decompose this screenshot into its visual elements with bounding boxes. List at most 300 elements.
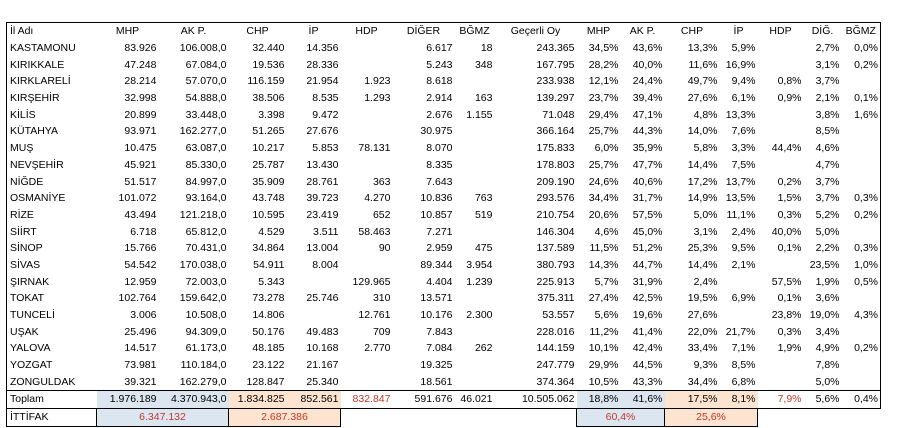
table-cell: 3,7% [815, 75, 840, 88]
table-cell: 137.589 [536, 242, 575, 255]
table-cell: 1.923 [364, 75, 391, 88]
table-cell: 9,5% [731, 242, 756, 255]
province-name: KASTAMONU [7, 40, 97, 57]
table-cell: 49.483 [306, 325, 339, 338]
alliance-row [7, 408, 881, 426]
table-cell: 14,9% [687, 192, 718, 205]
table-cell: 44,3% [632, 125, 663, 138]
table-cell [455, 157, 495, 174]
table-cell: 363 [372, 175, 391, 188]
table-cell: 28.336 [306, 58, 339, 71]
table-cell: 89.344 [420, 258, 453, 271]
table-cell: 94.309,0 [185, 325, 227, 338]
table-cell: 2.959 [426, 242, 453, 255]
table-cell: 73.981 [124, 359, 157, 372]
table-cell: 228.016 [536, 325, 575, 338]
table-cell: 32.998 [124, 92, 157, 105]
table-cell: 225.913 [536, 275, 575, 288]
province-name: OSMANİYE [7, 190, 97, 207]
table-cell: 3,3% [731, 142, 756, 155]
table-cell: 7.643 [426, 175, 453, 188]
table-cell: 519 [474, 208, 493, 221]
table-cell: 8.535 [312, 92, 339, 105]
table-cell: 374.364 [536, 375, 575, 388]
table-cell [341, 357, 393, 374]
totals-cell: 0,4% [842, 391, 881, 409]
table-cell: 13,3% [687, 42, 718, 55]
table-row [7, 40, 881, 57]
totals-cell: 10.505.062 [495, 391, 577, 409]
table-cell: 35,9% [632, 142, 663, 155]
table-cell: 27,4% [588, 292, 619, 305]
table-cell: 63.087,0 [185, 142, 227, 155]
table-cell: 106.008,0 [179, 42, 227, 55]
table-cell: 16,9% [725, 58, 756, 71]
table-cell: 44,7% [632, 258, 663, 271]
table-cell [842, 373, 881, 390]
table-cell: 30.975 [420, 125, 453, 138]
table-cell: 13,5% [725, 192, 756, 205]
table-cell: 49,7% [687, 75, 718, 88]
table-cell: 11,6% [688, 58, 718, 71]
column-header: BĞMZ [842, 23, 881, 40]
table-cell: 5,9% [731, 42, 756, 55]
province-name: KİLİS [7, 106, 97, 123]
table-cell [842, 223, 881, 240]
table-cell: 262 [474, 342, 493, 355]
table-cell: 25.340 [306, 375, 339, 388]
table-cell: 21,7% [725, 325, 756, 338]
table-cell [455, 140, 495, 157]
table-cell: 11,2% [589, 325, 619, 338]
table-cell: 15.766 [124, 242, 157, 255]
table-cell [758, 106, 804, 123]
table-cell: 0,9% [777, 92, 802, 105]
table-row [7, 357, 881, 374]
table-cell: 83.926 [124, 42, 157, 55]
table-cell: 0,3% [777, 208, 802, 221]
table-cell: 25,7% [588, 125, 619, 138]
table-cell: 5,6% [594, 309, 619, 322]
table-cell: 44,5% [632, 359, 663, 372]
table-cell: 28,2% [588, 58, 619, 71]
table-cell: 25.787 [252, 158, 285, 171]
province-name: SİİRT [7, 223, 97, 240]
table-cell: 7.271 [426, 225, 453, 238]
table-cell: 763 [474, 192, 493, 205]
totals-label: Toplam [7, 391, 97, 409]
table-row [7, 207, 881, 224]
table-cell: 10.176 [420, 309, 453, 322]
table-cell: 19,5% [687, 292, 718, 305]
table-row [7, 307, 881, 324]
table-cell: 23,5% [809, 258, 840, 271]
table-cell [455, 223, 495, 240]
table-cell: 9,4% [731, 75, 756, 88]
table-cell: 380.793 [536, 258, 575, 271]
table-cell: 0,3% [842, 190, 881, 207]
table-cell: 24,4% [632, 75, 663, 88]
table-cell: 14.517 [124, 342, 157, 355]
province-name: KIRIKKALE [7, 56, 97, 73]
table-cell: 34.864 [252, 242, 285, 255]
table-cell: 23.419 [306, 208, 339, 221]
table-cell: 22,0% [687, 325, 718, 338]
table-cell: 12.761 [358, 309, 391, 322]
table-cell [758, 357, 804, 374]
province-name: NİĞDE [7, 173, 97, 190]
table-cell: 116.159 [247, 75, 285, 88]
province-name: KÜTAHYA [7, 123, 97, 140]
table-row [7, 106, 881, 123]
table-cell: 51.517 [124, 175, 157, 188]
table-cell: 5,8% [693, 142, 718, 155]
table-cell: 175.833 [536, 142, 575, 155]
column-header: HDP [758, 23, 804, 40]
table-cell: 43.748 [252, 192, 285, 205]
table-cell: 10.595 [252, 208, 285, 221]
table-row [7, 123, 881, 140]
table-cell: 71.048 [542, 108, 575, 121]
table-cell: 11,5% [589, 242, 619, 255]
table-cell: 45,0% [632, 225, 663, 238]
table-cell: 25,7% [588, 158, 619, 171]
table-cell: 0,3% [777, 325, 802, 338]
table-cell: 3,1% [693, 225, 718, 238]
table-cell: 3,7% [815, 175, 840, 188]
table-cell: 2,1% [815, 92, 840, 105]
table-cell [455, 173, 495, 190]
table-cell: 709 [372, 325, 391, 338]
table-cell: 65.812,0 [185, 225, 227, 238]
table-cell: 42,4% [632, 342, 663, 355]
table-cell: 31,7% [632, 192, 663, 205]
totals-cell: 4.370.943,0 [159, 391, 229, 409]
table-cell: 5.243 [426, 58, 453, 71]
table-cell: 39.321 [124, 375, 157, 388]
table-cell: 8.335 [426, 158, 453, 171]
province-name: YALOVA [7, 340, 97, 357]
table-cell: 2.676 [426, 108, 453, 121]
table-cell: 163 [474, 92, 493, 105]
table-cell: 1.155 [466, 108, 493, 121]
table-cell: 14,3% [588, 258, 619, 271]
table-cell: 102.764 [118, 292, 157, 305]
table-cell [341, 123, 393, 140]
table-cell: 209.190 [536, 175, 575, 188]
table-cell [842, 173, 881, 190]
province-name: TUNCELİ [7, 307, 97, 324]
table-cell: 6,1% [731, 92, 756, 105]
table-cell: 10.168 [306, 342, 339, 355]
table-row [7, 323, 881, 340]
province-name: NEVŞEHİR [7, 157, 97, 174]
table-cell: 247.779 [536, 359, 575, 372]
table-cell: 128.847 [246, 375, 285, 388]
table-cell: 0,5% [842, 273, 881, 290]
table-cell: 293.576 [536, 192, 575, 205]
table-cell: 129.965 [352, 275, 391, 288]
table-cell: 31,9% [632, 275, 663, 288]
table-cell: 5,7% [594, 275, 619, 288]
table-cell: 19,6% [632, 309, 663, 322]
spacer [758, 408, 881, 426]
table-row [7, 140, 881, 157]
table-cell [842, 357, 881, 374]
table-cell: 101.072 [118, 192, 157, 205]
table-cell: 4,8% [693, 108, 718, 121]
table-cell [758, 157, 804, 174]
table-cell [455, 373, 495, 390]
table-cell: 3.954 [466, 258, 493, 271]
table-cell: 25.496 [124, 325, 157, 338]
table-cell: 51.265 [252, 125, 285, 138]
alliance-pct-a: 60,4% [577, 408, 665, 426]
table-cell: 0,3% [842, 240, 881, 257]
table-cell: 34,4% [687, 375, 718, 388]
table-cell: 178.803 [536, 158, 575, 171]
column-header: İl Adı [7, 23, 97, 40]
table-cell: 4,7% [815, 158, 840, 171]
results-table [6, 22, 881, 427]
table-cell: 2.300 [466, 309, 493, 322]
alliance-label: İTTİFAK [7, 408, 97, 426]
totals-cell: 1.976.189 [97, 391, 159, 409]
table-cell: 14,4% [687, 158, 718, 171]
table-cell: 25.746 [306, 292, 339, 305]
province-name: KIRKLARELİ [7, 73, 97, 90]
table-cell: 38.506 [252, 92, 285, 105]
table-cell: 57,5% [771, 275, 802, 288]
table-cell [720, 307, 758, 324]
alliance-votes-b: 2.687.386 [229, 408, 341, 426]
table-cell: 7.084 [426, 342, 453, 355]
table-cell: 9,3% [693, 359, 718, 372]
table-cell: 2,2% [815, 242, 840, 255]
table-cell: 12.959 [124, 275, 157, 288]
table-cell: 28.761 [306, 175, 339, 188]
table-cell [758, 373, 804, 390]
table-cell: 475 [474, 242, 493, 255]
table-cell: 3.398 [258, 108, 285, 121]
column-header: DİĞ. [804, 23, 842, 40]
column-header: İP [720, 23, 758, 40]
column-header: MHP [577, 23, 621, 40]
table-cell: 1.293 [364, 92, 391, 105]
totals-cell: 46.021 [455, 391, 495, 409]
table-cell [455, 357, 495, 374]
table-cell: 10.836 [420, 192, 453, 205]
table-cell: 47,7% [632, 158, 663, 171]
table-cell [341, 40, 393, 57]
table-cell: 4.529 [258, 225, 285, 238]
table-cell: 5,0% [693, 208, 718, 221]
table-cell: 1.239 [466, 275, 493, 288]
table-cell [455, 323, 495, 340]
table-cell: 652 [372, 208, 391, 221]
table-cell: 43.494 [124, 208, 157, 221]
table-cell [842, 123, 881, 140]
table-cell: 375.311 [537, 292, 575, 305]
table-cell: 13.430 [306, 158, 339, 171]
table-cell [455, 73, 495, 90]
table-cell: 40,6% [632, 175, 663, 188]
table-cell [842, 323, 881, 340]
column-header: CHP [665, 23, 720, 40]
totals-cell: 18,8% [577, 391, 621, 409]
column-header: CHP [229, 23, 287, 40]
table-cell: 42,5% [632, 292, 663, 305]
table-cell: 18.561 [420, 375, 453, 388]
table-cell: 2.914 [426, 92, 453, 105]
table-row [7, 90, 881, 107]
table-cell: 43,3% [632, 375, 663, 388]
table-cell: 5.343 [258, 275, 285, 288]
table-cell: 67.084,0 [185, 58, 227, 71]
table-cell: 2,7% [815, 42, 840, 55]
table-cell: 93.971 [124, 125, 157, 138]
table-cell: 243.365 [536, 42, 575, 55]
table-cell: 0,2% [842, 56, 881, 73]
table-cell [842, 157, 881, 174]
table-cell: 58.463 [358, 225, 391, 238]
table-cell: 1,0% [842, 257, 881, 274]
table-cell: 72.003,0 [185, 275, 227, 288]
province-name: YOZGAT [7, 357, 97, 374]
table-cell: 162.279,0 [179, 375, 227, 388]
table-cell: 40,0% [632, 58, 663, 71]
table-cell: 3,4% [815, 325, 840, 338]
totals-cell: 832.847 [341, 391, 393, 409]
table-cell: 23.122 [252, 359, 285, 372]
table-cell: 51,2% [632, 242, 663, 255]
table-cell: 1,9% [815, 275, 840, 288]
totals-cell: 591.676 [393, 391, 455, 409]
table-cell [341, 257, 393, 274]
table-row [7, 190, 881, 207]
table-cell: 84.997,0 [185, 175, 227, 188]
table-cell: 23,8% [771, 309, 802, 322]
table-cell: 78.131 [358, 142, 391, 155]
column-header: AK P. [159, 23, 229, 40]
table-cell: 21.167 [306, 359, 339, 372]
table-cell: 8.070 [426, 142, 453, 155]
table-cell: 13.571 [420, 292, 453, 305]
table-cell: 5.853 [312, 142, 339, 155]
table-cell: 48.185 [252, 342, 285, 355]
table-cell: 47.248 [124, 58, 157, 71]
table-cell: 39,4% [632, 92, 663, 105]
table-cell: 33.448,0 [185, 108, 227, 121]
province-name: TOKAT [7, 290, 97, 307]
table-cell: 3,1% [815, 58, 840, 71]
table-cell: 70.431,0 [185, 242, 227, 255]
totals-row [7, 391, 881, 409]
table-cell [842, 140, 881, 157]
table-cell: 23,7% [588, 92, 619, 105]
table-cell: 6,8% [731, 375, 756, 388]
table-cell: 54.888,0 [185, 92, 227, 105]
table-cell: 7.843 [426, 325, 453, 338]
table-cell: 44,4% [771, 142, 802, 155]
table-cell: 41,4% [632, 325, 663, 338]
table-cell: 32.440 [252, 42, 285, 55]
column-header: AK P. [621, 23, 665, 40]
table-row [7, 157, 881, 174]
table-cell: 2,1% [731, 258, 756, 271]
table-cell: 14,0% [687, 125, 718, 138]
table-cell: 34,4% [588, 192, 619, 205]
table-cell: 3,6% [815, 292, 840, 305]
table-cell: 19.325 [420, 359, 453, 372]
table-cell: 43,6% [632, 42, 663, 55]
table-cell: 310 [372, 292, 391, 305]
table-cell: 90 [378, 242, 391, 255]
table-cell [341, 157, 393, 174]
table-cell [842, 290, 881, 307]
table-cell: 233.938 [536, 75, 575, 88]
table-cell: 18 [480, 42, 493, 55]
table-cell: 33,4% [687, 342, 718, 355]
totals-cell: 17,5% [665, 391, 720, 409]
table-cell [341, 56, 393, 73]
table-cell: 27,6% [687, 309, 718, 322]
table-cell: 25,3% [687, 242, 718, 255]
table-cell: 162.277,0 [179, 125, 227, 138]
table-cell [842, 73, 881, 90]
table-cell [341, 373, 393, 390]
table-cell: 20,6% [588, 208, 619, 221]
province-name: SİVAS [7, 257, 97, 274]
table-cell: 53.557 [542, 309, 575, 322]
table-cell: 4,6% [594, 225, 619, 238]
table-cell: 3,7% [815, 192, 840, 205]
table-cell [455, 290, 495, 307]
table-cell: 110.184,0 [180, 359, 227, 372]
totals-cell: 852.561 [287, 391, 341, 409]
table-cell: 0,8% [777, 75, 802, 88]
table-cell: 139.297 [536, 92, 575, 105]
table-row [7, 223, 881, 240]
column-header: İP [287, 23, 341, 40]
table-cell: 0,0% [842, 40, 881, 57]
totals-cell: 7,9% [758, 391, 804, 409]
table-cell: 210.754 [536, 208, 575, 221]
table-cell: 4,9% [815, 342, 840, 355]
table-cell [287, 273, 341, 290]
table-cell: 0,1% [842, 90, 881, 107]
table-cell: 366.164 [536, 125, 575, 138]
table-cell: 54.542 [124, 258, 157, 271]
table-cell [287, 307, 341, 324]
table-cell: 159.642,0 [179, 292, 227, 305]
table-cell: 13,7% [725, 175, 756, 188]
table-cell: 1,9% [777, 342, 802, 355]
alliance-votes-a: 6.347.132 [97, 408, 229, 426]
table-cell: 4.270 [364, 192, 391, 205]
table-cell: 0,2% [842, 340, 881, 357]
column-header: BĞMZ [455, 23, 495, 40]
table-row [7, 73, 881, 90]
table-row [7, 273, 881, 290]
election-results-sheet [6, 22, 881, 427]
table-cell [758, 257, 804, 274]
column-header: HDP [341, 23, 393, 40]
table-cell: 54.911 [253, 258, 285, 271]
table-cell: 4.404 [426, 275, 453, 288]
table-cell: 11,1% [726, 208, 756, 221]
table-cell: 39.723 [306, 192, 339, 205]
